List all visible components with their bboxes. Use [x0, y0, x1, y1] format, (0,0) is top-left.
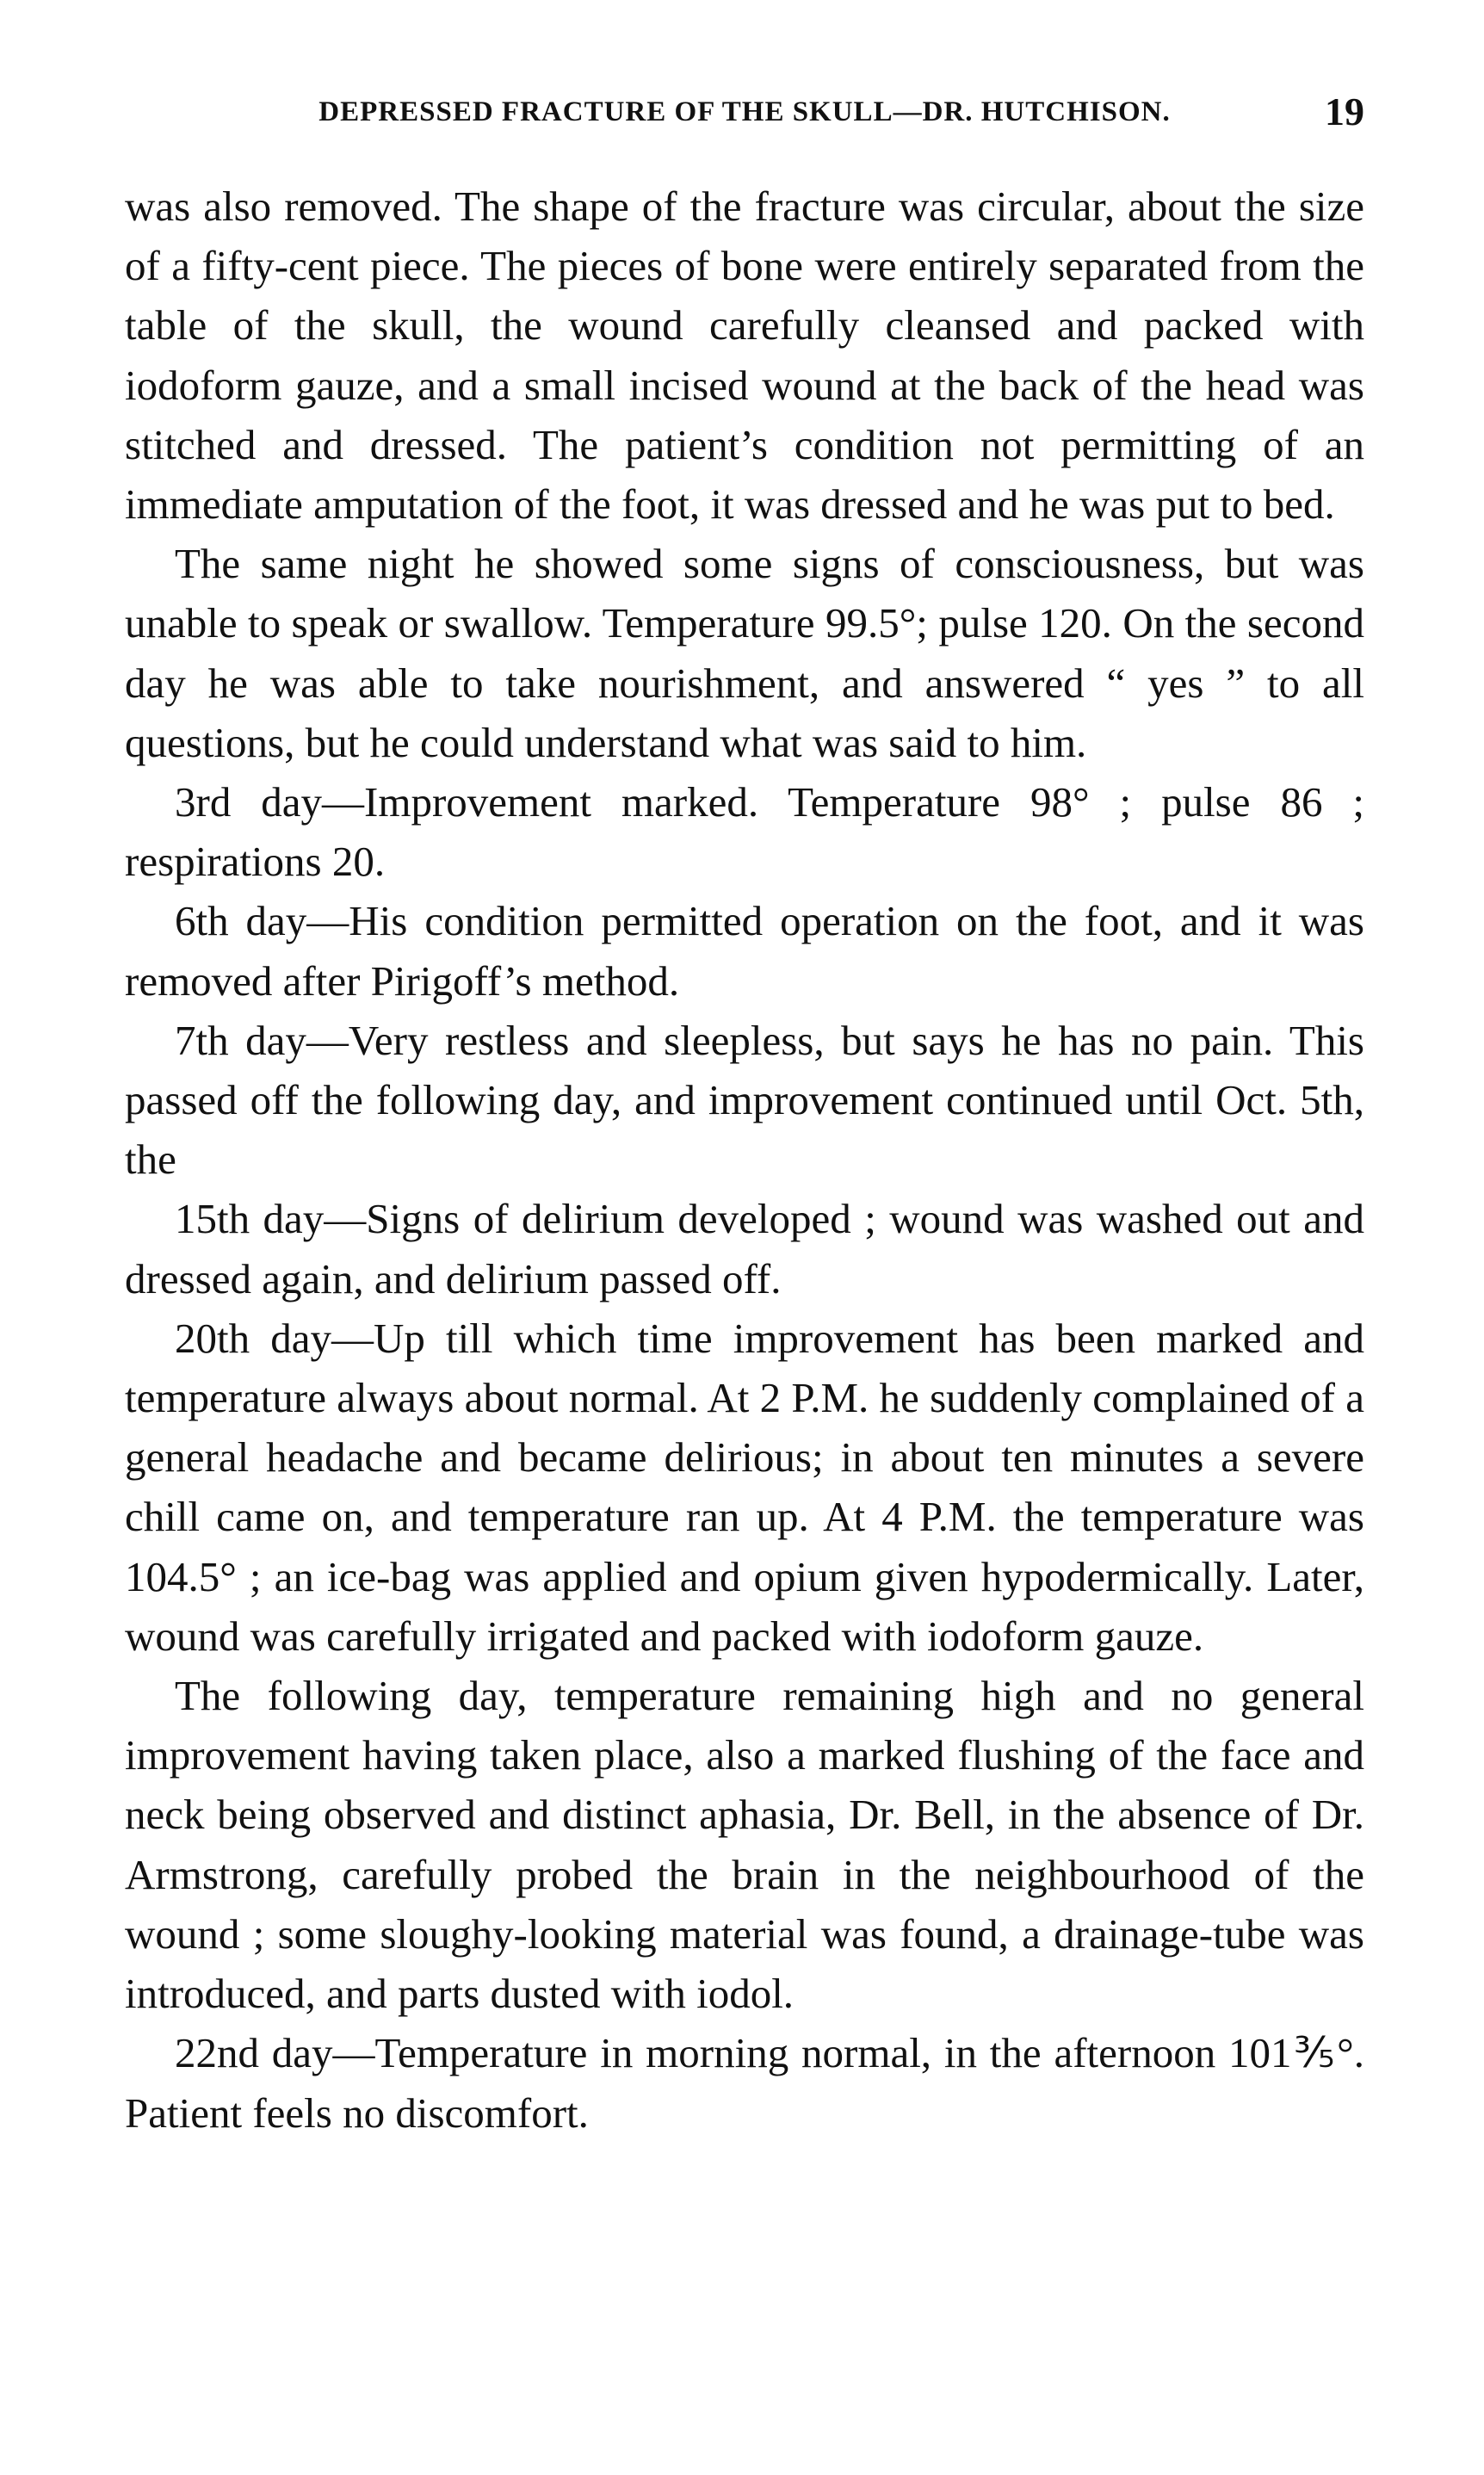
paragraph-22nd-day: 22nd day—Temperature in morning normal, in the afternoon 101⅗°. Patient feels no discomfort.	[125, 2029, 1364, 2137]
paragraph-3rd-day: 3rd day—Improvement marked. Temperature 98° ; pulse 86 ; respirations 20.	[125, 778, 1364, 886]
paragraph-15th-day: 15th day—Signs of delirium developed ; wound was washed out and dressed again, and delirium passed off.	[125, 1195, 1364, 1302]
paragraph-20th-day: 20th day—Up till which time improvement has been marked and temperature always about normal. At 2 P.M. he suddenly complained of a general headache and became delirious; in about ten minutes a severe chill came on, and temperature ran up. At 4 P.M. the temperature was 104.5° ; an ice-bag was applied and opium given hypodermically. Later, wound was carefully irrigated and packed with iodoform gauze.	[125, 1314, 1364, 1660]
paragraph-continuation: was also removed. The shape of the fracture was circular, about the size of a fifty-cent piece. The pieces of bone were entirely separated from the table of the skull, the wound carefully cleansed and packed with iodoform gauze, and a small incised wound at the back of the head was stitched and dressed. The patient’s condition not permitting of an immediate amputation of the foot, it was dressed and he was put to bed.	[125, 183, 1364, 529]
paragraph-following-day: The following day, temperature remaining high and no general improvement having taken place, also a marked flushing of the face and neck being observed and distinct aphasia, Dr. Bell, in the absence of Dr. Armstrong, carefully probed the brain in the neighbourhood of the wound ; some sloughy-looking material was found, a drainage-tube was introduced, and parts dusted with iodol.	[125, 1672, 1364, 2018]
paragraph-6th-day: 6th day—His condition permitted operation on the foot, and it was removed after Pirigoff’s method.	[125, 897, 1364, 1005]
running-title: DEPRESSED FRACTURE OF THE SKULL—DR. HUTCHISON.	[318, 96, 1171, 127]
book-page	[125, 82, 1364, 2143]
body-text	[125, 176, 1364, 2143]
running-head	[125, 82, 1364, 142]
paragraph-7th-day: 7th day—Very restless and sleepless, but says he has no pain. This passed off the following day, and improvement continued until Oct. 5th, the	[125, 1016, 1364, 1184]
page-number: 19	[1325, 90, 1364, 133]
paragraph-same-night: The same night he showed some signs of consciousness, but was unable to speak or swallow. Temperature 99.5°; pulse 120. On the second day he was able to take nourishment, and answered “ yes ” to all questions, but he could understand what was said to him.	[125, 540, 1364, 766]
